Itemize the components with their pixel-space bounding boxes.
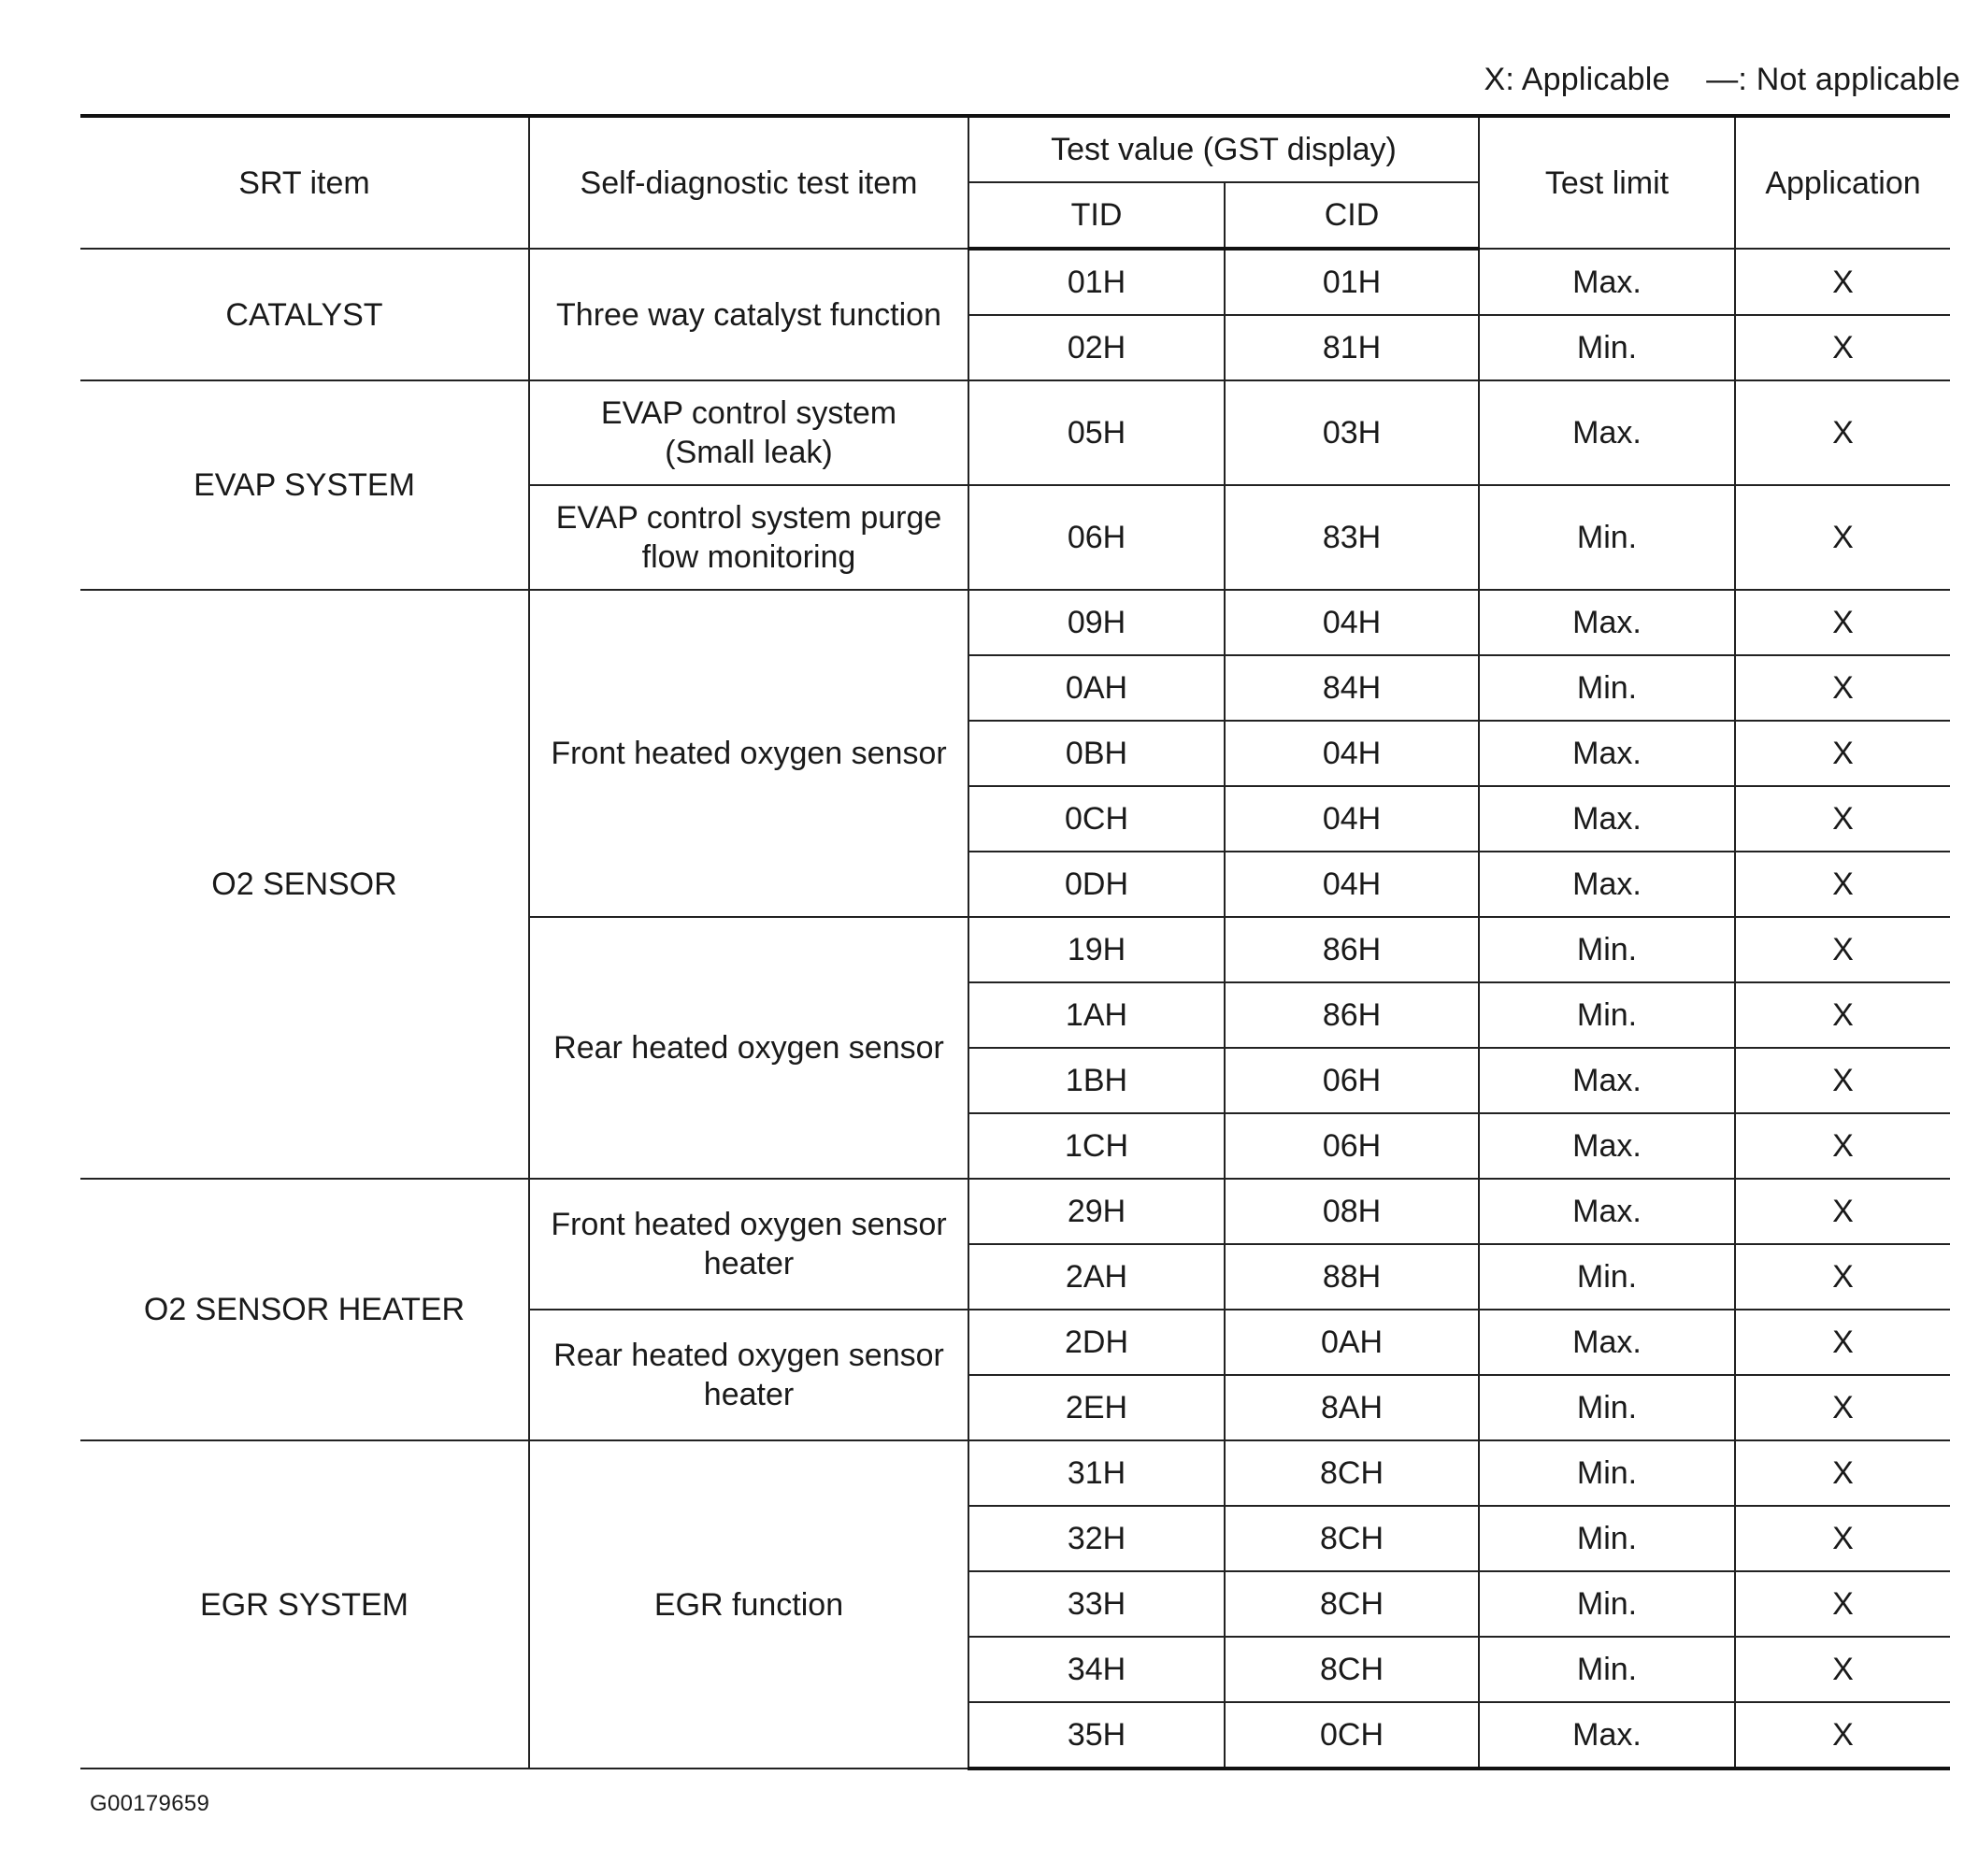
application-cell: X [1735, 1637, 1950, 1702]
figure-id: G00179659 [90, 1791, 210, 1816]
application-cell: X [1735, 852, 1950, 917]
cid-cell: 8CH [1225, 1440, 1479, 1506]
header-test-value: Test value (GST display) [968, 116, 1479, 182]
header-tid: TID [968, 182, 1225, 249]
application-cell: X [1735, 1048, 1950, 1113]
self-diagnostic-item-cell: EVAP control system (Small leak) [529, 380, 968, 485]
cid-cell: 06H [1225, 1048, 1479, 1113]
application-cell: X [1735, 1440, 1950, 1506]
cid-cell: 0AH [1225, 1310, 1479, 1375]
header-test-limit: Test limit [1479, 116, 1735, 249]
application-cell: X [1735, 380, 1950, 485]
test-limit-cell: Min. [1479, 1506, 1735, 1571]
table-row [80, 590, 1950, 655]
self-diagnostic-item-cell: Rear heated oxygen sensor [529, 917, 968, 1179]
test-limit-cell: Max. [1479, 380, 1735, 485]
tid-cell: 1CH [968, 1113, 1225, 1179]
cid-cell: 06H [1225, 1113, 1479, 1179]
header-srt-item: SRT item [80, 116, 529, 249]
tid-cell: 02H [968, 315, 1225, 380]
cid-cell: 83H [1225, 485, 1479, 590]
application-cell: X [1735, 315, 1950, 380]
test-limit-cell: Min. [1479, 917, 1735, 982]
cid-cell: 88H [1225, 1244, 1479, 1310]
test-limit-cell: Min. [1479, 1244, 1735, 1310]
cid-cell: 84H [1225, 655, 1479, 721]
tid-cell: 29H [968, 1179, 1225, 1244]
test-limit-cell: Max. [1479, 852, 1735, 917]
srt-table [80, 114, 1950, 1770]
application-cell: X [1735, 786, 1950, 852]
table-row [80, 1179, 1950, 1244]
tid-cell: 35H [968, 1702, 1225, 1769]
tid-cell: 0BH [968, 721, 1225, 786]
tid-cell: 34H [968, 1637, 1225, 1702]
application-cell: X [1735, 1310, 1950, 1375]
header-self-diagnostic-item: Self-diagnostic test item [529, 116, 968, 249]
test-limit-cell: Min. [1479, 655, 1735, 721]
cid-cell: 08H [1225, 1179, 1479, 1244]
application-cell: X [1735, 721, 1950, 786]
test-limit-cell: Min. [1479, 1637, 1735, 1702]
self-diagnostic-item-cell: Front heated oxygen sensor heater [529, 1179, 968, 1310]
srt-item-cell: EGR SYSTEM [80, 1440, 529, 1769]
test-limit-cell: Min. [1479, 485, 1735, 590]
test-limit-cell: Min. [1479, 1440, 1735, 1506]
srt-item-cell: CATALYST [80, 249, 529, 380]
tid-cell: 2EH [968, 1375, 1225, 1440]
table-row [80, 380, 1950, 485]
srt-item-cell: EVAP SYSTEM [80, 380, 529, 590]
test-limit-cell: Min. [1479, 315, 1735, 380]
cid-cell: 04H [1225, 590, 1479, 655]
cid-cell: 04H [1225, 852, 1479, 917]
cid-cell: 8CH [1225, 1637, 1479, 1702]
cid-cell: 03H [1225, 380, 1479, 485]
tid-cell: 05H [968, 380, 1225, 485]
tid-cell: 0CH [968, 786, 1225, 852]
tid-cell: 1AH [968, 982, 1225, 1048]
cid-cell: 8AH [1225, 1375, 1479, 1440]
test-limit-cell: Max. [1479, 249, 1735, 315]
self-diagnostic-item-cell: EVAP control system purge flow monitoring [529, 485, 968, 590]
cid-cell: 0CH [1225, 1702, 1479, 1769]
test-limit-cell: Max. [1479, 1310, 1735, 1375]
application-cell: X [1735, 590, 1950, 655]
cid-cell: 86H [1225, 917, 1479, 982]
cid-cell: 8CH [1225, 1571, 1479, 1637]
application-cell: X [1735, 485, 1950, 590]
test-limit-cell: Min. [1479, 982, 1735, 1048]
application-cell: X [1735, 1179, 1950, 1244]
application-cell: X [1735, 917, 1950, 982]
tid-cell: 31H [968, 1440, 1225, 1506]
tid-cell: 2AH [968, 1244, 1225, 1310]
tid-cell: 0DH [968, 852, 1225, 917]
test-limit-cell: Max. [1479, 1113, 1735, 1179]
header-cid: CID [1225, 182, 1479, 249]
cid-cell: 8CH [1225, 1506, 1479, 1571]
self-diagnostic-item-cell: Three way catalyst function [529, 249, 968, 380]
table-row [80, 249, 1950, 315]
table-row [80, 1440, 1950, 1506]
application-cell: X [1735, 655, 1950, 721]
self-diagnostic-item-cell: Front heated oxygen sensor [529, 590, 968, 917]
tid-cell: 32H [968, 1506, 1225, 1571]
application-cell: X [1735, 1375, 1950, 1440]
test-limit-cell: Max. [1479, 1179, 1735, 1244]
cid-cell: 81H [1225, 315, 1479, 380]
tid-cell: 0AH [968, 655, 1225, 721]
application-cell: X [1735, 1702, 1950, 1769]
tid-cell: 09H [968, 590, 1225, 655]
application-cell: X [1735, 1244, 1950, 1310]
tid-cell: 06H [968, 485, 1225, 590]
application-cell: X [1735, 982, 1950, 1048]
test-limit-cell: Max. [1479, 786, 1735, 852]
test-limit-cell: Max. [1479, 721, 1735, 786]
application-cell: X [1735, 1113, 1950, 1179]
srt-item-cell: O2 SENSOR [80, 590, 529, 1179]
cid-cell: 04H [1225, 786, 1479, 852]
cid-cell: 04H [1225, 721, 1479, 786]
tid-cell: 2DH [968, 1310, 1225, 1375]
header-application: Application [1735, 116, 1950, 249]
test-limit-cell: Min. [1479, 1571, 1735, 1637]
test-limit-cell: Max. [1479, 1048, 1735, 1113]
test-limit-cell: Max. [1479, 1702, 1735, 1769]
tid-cell: 01H [968, 249, 1225, 315]
srt-item-cell: O2 SENSOR HEATER [80, 1179, 529, 1440]
legend: X: Applicable —: Not applicable [1484, 62, 1960, 97]
test-limit-cell: Min. [1479, 1375, 1735, 1440]
tid-cell: 33H [968, 1571, 1225, 1637]
self-diagnostic-item-cell: Rear heated oxygen sensor heater [529, 1310, 968, 1440]
test-limit-cell: Max. [1479, 590, 1735, 655]
application-cell: X [1735, 249, 1950, 315]
tid-cell: 19H [968, 917, 1225, 982]
cid-cell: 01H [1225, 249, 1479, 315]
application-cell: X [1735, 1571, 1950, 1637]
cid-cell: 86H [1225, 982, 1479, 1048]
tid-cell: 1BH [968, 1048, 1225, 1113]
self-diagnostic-item-cell: EGR function [529, 1440, 968, 1769]
application-cell: X [1735, 1506, 1950, 1571]
